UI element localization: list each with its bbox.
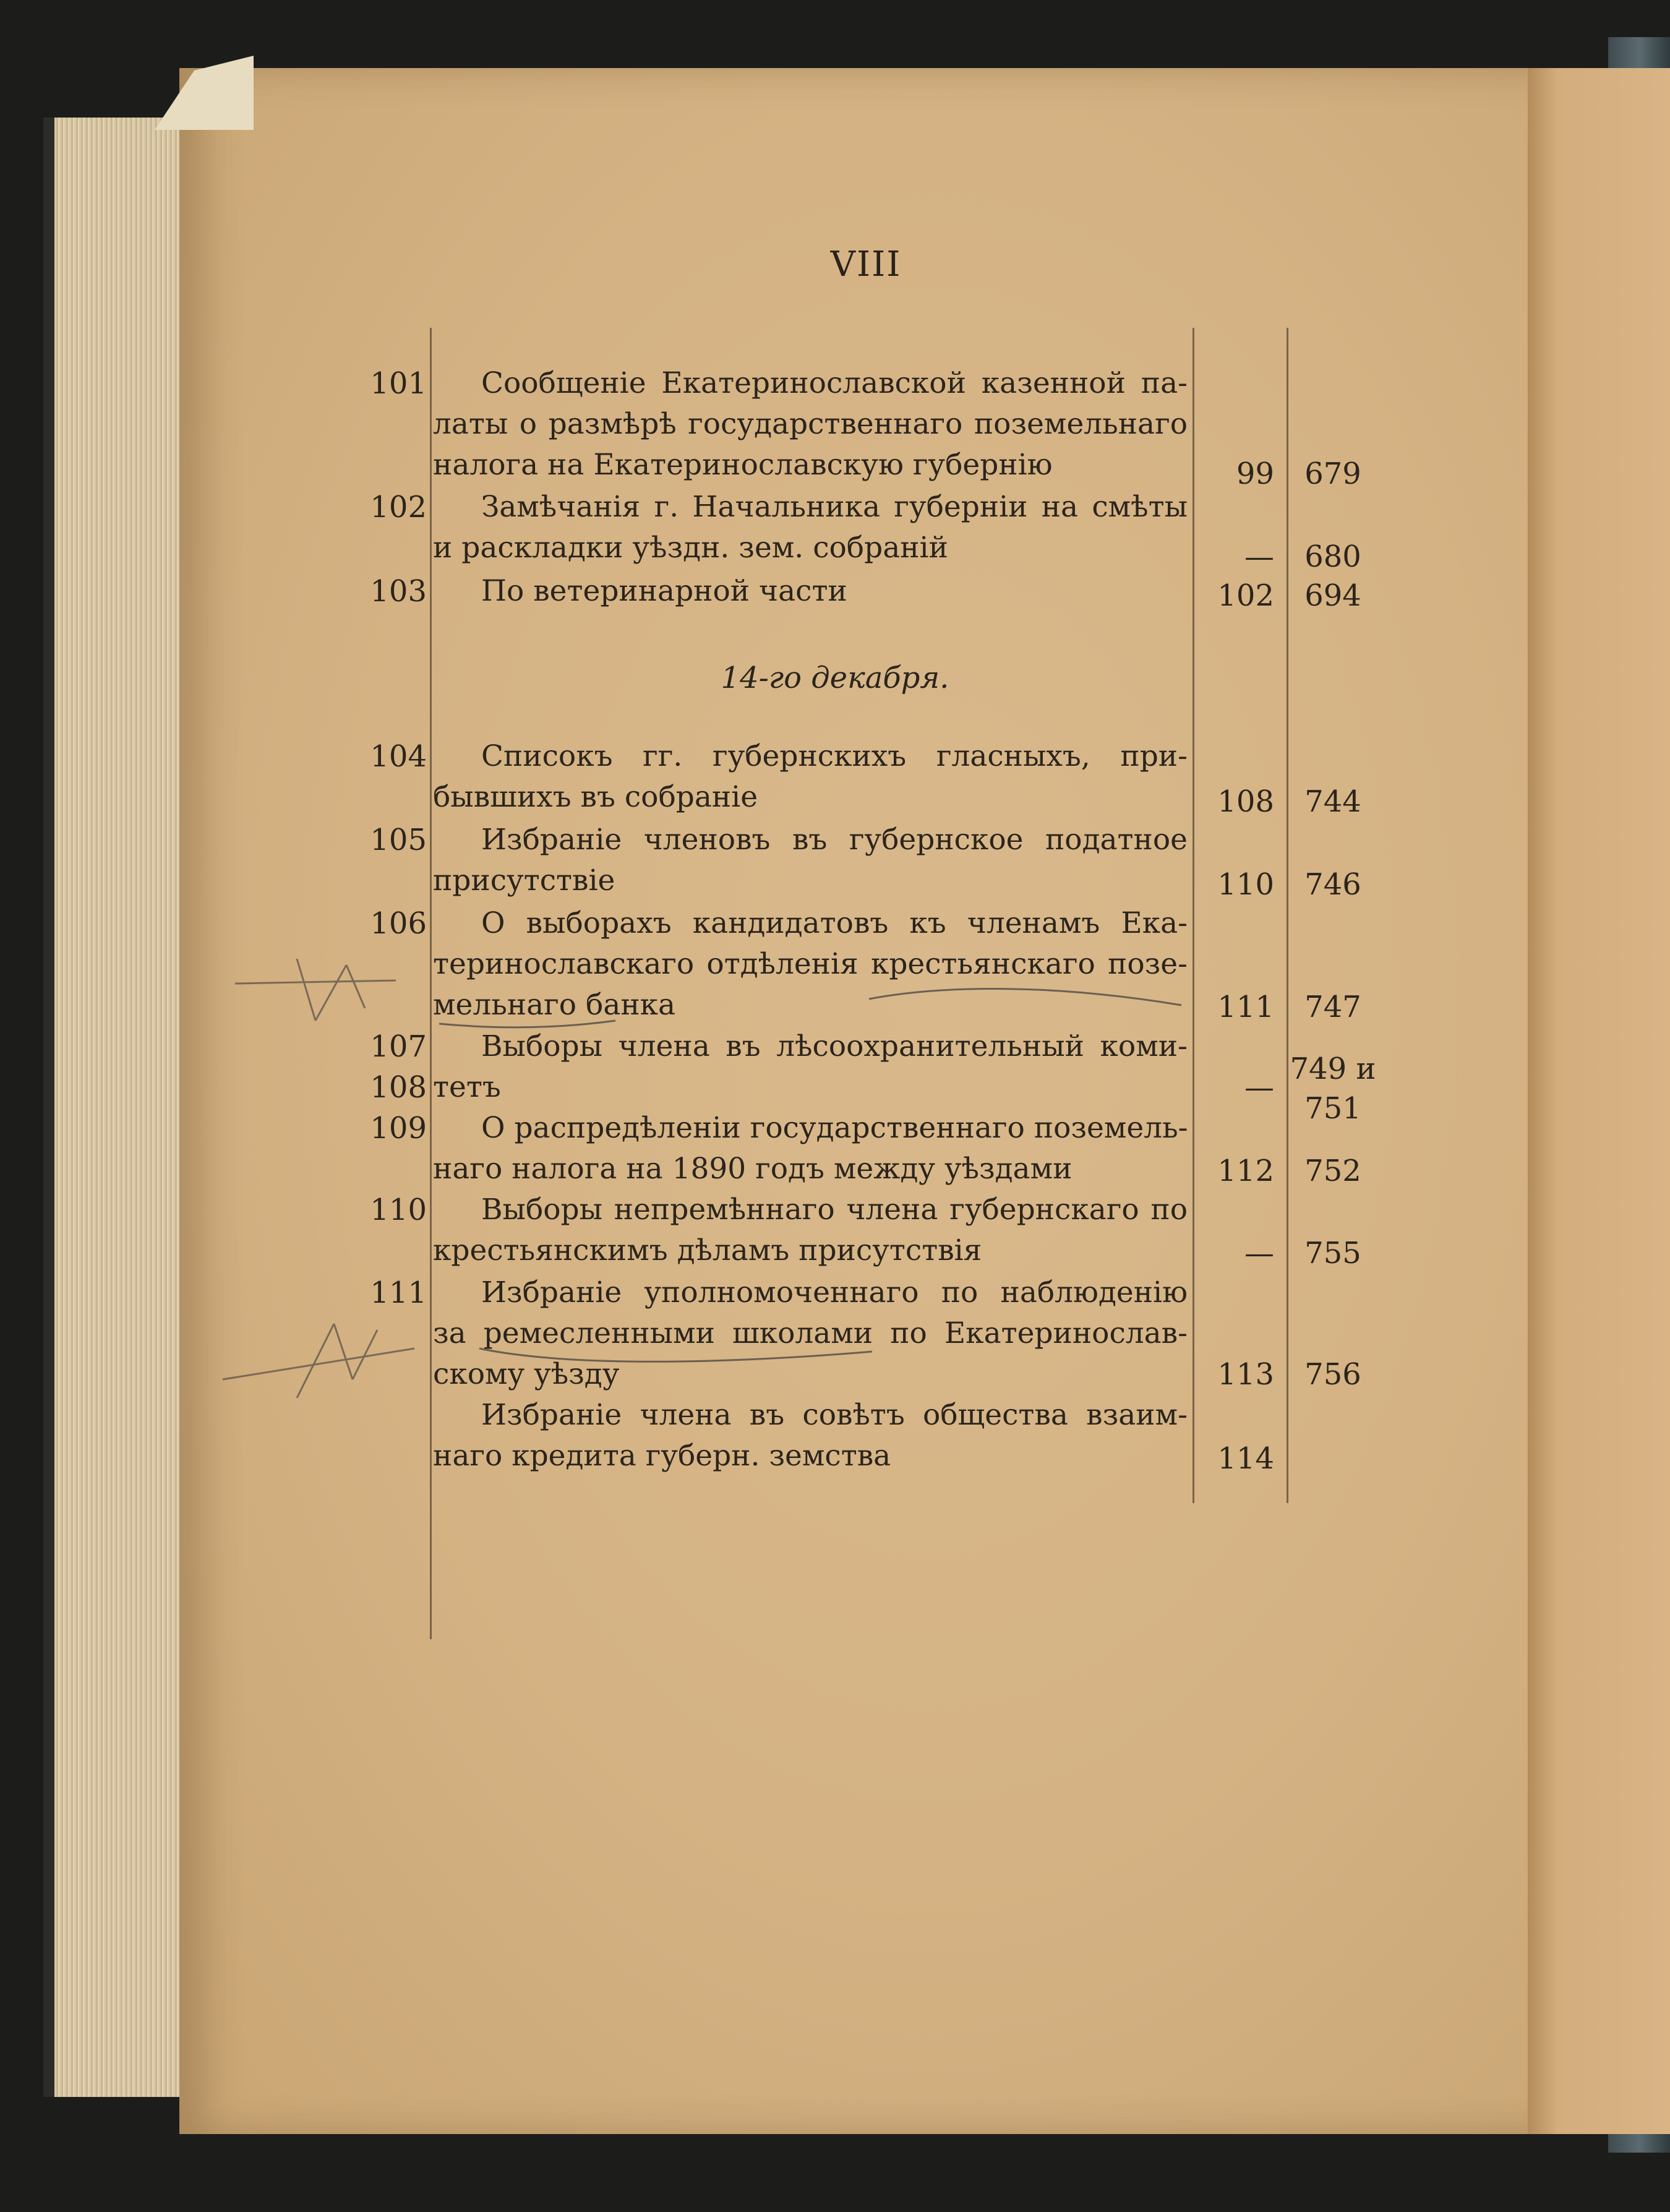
entry-text-line: наго кредита губерн. земства (433, 1439, 891, 1473)
entry-text-line: скому уѣзду (433, 1357, 620, 1391)
entry-text-line: крестьянскимъ дѣламъ присутствія (433, 1233, 982, 1267)
entry-page-ref: — (1244, 539, 1274, 574)
entry-text-line: мельнаго банка (433, 988, 676, 1022)
entry-text-line: латы о размѣрѣ государственнаго поземельнаго (433, 407, 1188, 441)
section-heading: 14-го декабря. (721, 661, 949, 695)
entry-number: 101 (370, 366, 427, 401)
entry-page-number: 747 (1304, 990, 1361, 1024)
entry-page-number: 694 (1304, 578, 1361, 613)
entry-number-secondary: 108 (370, 1070, 427, 1105)
entry-number: 104 (370, 739, 427, 774)
entry-text-line: теринославскаго отдѣленія крестьянскаго позе- (433, 947, 1188, 981)
entry-text-line: бывшихъ въ собраніе (433, 780, 758, 814)
entry-number: 110 (370, 1193, 427, 1227)
entry-text-line: Избраніе уполномоченнаго по наблюденію (481, 1275, 1188, 1310)
entry-page-number: 680 (1304, 539, 1361, 574)
facing-page (1528, 68, 1670, 2134)
entry-number: 106 (370, 906, 427, 941)
entry-page-number: 744 (1304, 784, 1361, 819)
entry-text-line: Списокъ гг. губернскихъ гласныхъ, при- (481, 739, 1188, 773)
entry-number: 109 (370, 1111, 427, 1146)
entry-text-line: Выборы члена въ лѣсоохранительный коми- (481, 1029, 1188, 1063)
entry-page-ref: 113 (1217, 1357, 1274, 1392)
torn-page-corner (155, 56, 254, 130)
entry-page-ref: — (1244, 1070, 1274, 1105)
entry-number: 107 (370, 1029, 427, 1064)
entry-page-ref: 111 (1217, 990, 1274, 1024)
book-page-edges (43, 118, 197, 2097)
entry-text-line: и раскладки уѣздн. зем. собраній (433, 531, 948, 565)
entry-text-line: Избраніе члена въ совѣтъ общества взаим- (481, 1398, 1188, 1432)
entry-number: 102 (370, 490, 427, 525)
entry-page-number: 756 (1304, 1357, 1361, 1392)
entry-page-ref: 102 (1217, 578, 1274, 613)
entry-number: 111 (370, 1275, 427, 1310)
entry-text-line: Избраніе членовъ въ губернское податное (481, 823, 1188, 857)
entry-text-line: тетъ (433, 1070, 501, 1104)
entry-page-number: 749 и (1290, 1052, 1376, 1086)
entry-text-line: налога на Екатеринославскую губернію (433, 448, 1053, 482)
entry-text-line: О выборахъ кандидатовъ къ членамъ Ека- (481, 906, 1188, 940)
entry-number: 103 (370, 574, 427, 609)
entry-page-number-secondary: 751 (1304, 1091, 1361, 1126)
entry-page-number: 752 (1304, 1154, 1361, 1188)
entry-page-ref: 114 (1217, 1441, 1274, 1476)
entry-page-ref: 99 (1236, 457, 1274, 491)
entry-text-line: О распредѣленіи государственнаго поземель- (481, 1111, 1188, 1145)
entry-page-ref: 112 (1217, 1154, 1274, 1188)
entry-text-line: Сообщеніе Екатеринославской казенной па- (481, 366, 1188, 400)
page-number: VIII (830, 244, 902, 285)
column-rule-3 (1287, 328, 1288, 1503)
column-rule-1 (430, 328, 432, 1639)
entry-page-number: 746 (1304, 867, 1361, 902)
entry-page-ref: 110 (1217, 867, 1274, 902)
entry-page-number: 679 (1304, 457, 1361, 491)
entry-page-number: 755 (1304, 1236, 1361, 1271)
entry-text-line: Замѣчанія г. Начальника губерніи на смѣты (481, 490, 1188, 524)
entry-text-line: Выборы непремѣннаго члена губернскаго по (481, 1193, 1188, 1227)
entry-page-ref: — (1244, 1236, 1274, 1271)
column-rule-2 (1193, 328, 1194, 1503)
entry-text-line: присутствіе (433, 864, 615, 898)
entry-text-line: за ремесленными школами по Екатеринослав- (433, 1316, 1188, 1350)
entry-text-line: По ветеринарной части (481, 574, 847, 608)
entry-page-ref: 108 (1217, 784, 1274, 819)
entry-text-line: наго налога на 1890 годъ между уѣздами (433, 1152, 1073, 1186)
entry-number: 105 (370, 823, 427, 857)
